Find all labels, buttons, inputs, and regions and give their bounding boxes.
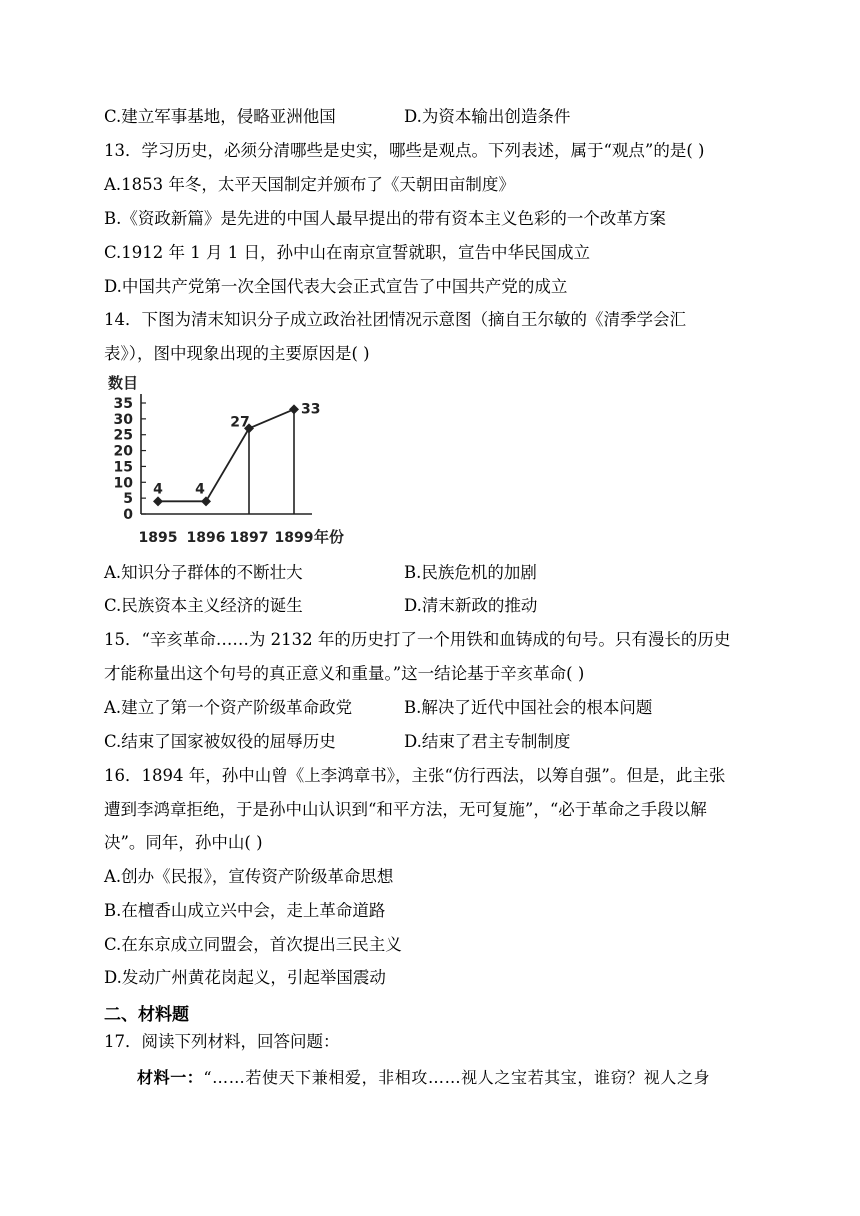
- society-count-chart: [104, 370, 364, 552]
- q15-option-d: D.结束了君主专制制度: [404, 732, 571, 751]
- x-axis-label: 年份: [314, 528, 345, 546]
- q14-stem-line1: 14．下图为清末知识分子成立政治社团情况示意图（摘自王尔敏的《清季学会汇: [104, 310, 686, 329]
- y-tick-label: 20: [113, 443, 133, 460]
- q13-option-b: B.《资政新篇》是先进的中国人最早提出的带有资本主义色彩的一个改革方案: [104, 209, 666, 228]
- data-label: 33: [301, 401, 321, 418]
- section-heading: 二、材料题: [104, 1005, 189, 1025]
- q15-stem-line2: 才能称量出这个句号的真正意义和重量。”这一结论基于辛亥革命( ): [104, 664, 585, 683]
- q16-option-c: C.在东京成立同盟会，首次提出三民主义: [104, 935, 402, 954]
- y-tick-label: 5: [123, 491, 133, 508]
- q17-stem: 17．阅读下列材料，回答问题：: [104, 1032, 340, 1051]
- q14-option-c: C.民族资本主义经济的诞生: [104, 596, 303, 615]
- q16-stem-line3: 决”。同年，孙中山( ): [104, 833, 263, 852]
- data-point: [289, 404, 299, 414]
- x-tick-label: 1899: [274, 530, 314, 546]
- q16-option-d: D.发动广州黄花岗起义，引起举国震动: [104, 968, 386, 987]
- q17-material: [137, 1067, 710, 1089]
- material-label: 材料一：: [137, 1068, 204, 1087]
- q14-option-b: B.民族危机的加剧: [404, 563, 537, 582]
- y-tick-label: 15: [113, 459, 133, 476]
- material-text: “……若使天下兼相爱，非相攻……视人之宝若其宝，谁窃？视人之身: [203, 1068, 711, 1087]
- q16-option-b: B.在檀香山成立兴中会，走上革命道路: [104, 901, 386, 920]
- q15-option-a: A.建立了第一个资产阶级革命政党: [104, 698, 353, 717]
- q14-stem-line2: 表》），图中现象出现的主要原因是( ): [104, 344, 370, 363]
- data-label: 27: [230, 414, 250, 431]
- q12-option-d: D.为资本输出创造条件: [404, 107, 571, 126]
- q15-option-c: C.结束了国家被奴役的屈辱历史: [104, 732, 336, 751]
- y-tick-label: 25: [113, 427, 133, 444]
- data-point: [201, 496, 211, 506]
- data-label: 4: [153, 481, 163, 498]
- y-axis-label: 数目: [108, 374, 139, 392]
- q13-option-c: C.1912 年 1 月 1 日，孙中山在南京宣誓就职，宣告中华民国成立: [104, 243, 590, 262]
- q15-stem-line1: 15．“辛亥革命……为 2132 年的历史打了一个用铁和血铸成的句号。只有漫长的历史: [104, 630, 731, 649]
- q13-option-a: A.1853 年冬，太平天国制定并颁布了《天朝田亩制度》: [104, 175, 515, 194]
- y-tick-label: 10: [113, 475, 133, 492]
- q16-stem-line2: 遭到李鸿章拒绝，于是孙中山认识到“和平方法，无可复施”，“必于革命之手段以解: [104, 800, 707, 819]
- x-tick-label: 1897: [229, 530, 269, 546]
- q16-stem-line1: 16．1894 年，孙中山曾《上李鸿章书》，主张“仿行西法，以筹自强”。但是，此主张: [104, 766, 726, 785]
- data-point: [153, 496, 163, 506]
- q12-option-c: C.建立军事基地，侵略亚洲他国: [104, 107, 336, 126]
- x-tick-label: 1896: [186, 530, 226, 546]
- y-tick-label: 0: [123, 507, 133, 523]
- q16-option-a: A.创办《民报》，宣传资产阶级革命思想: [104, 867, 394, 886]
- y-tick-label: 30: [113, 411, 133, 428]
- data-label: 4: [195, 481, 205, 498]
- y-tick-label: 35: [113, 396, 133, 412]
- series-line: [158, 409, 294, 501]
- q14-option-d: D.清末新政的推动: [404, 596, 538, 615]
- q15-option-b: B.解决了近代中国社会的根本问题: [404, 698, 653, 717]
- x-tick-label: 1895: [138, 530, 178, 546]
- q13-option-d: D.中国共产党第一次全国代表大会正式宣告了中国共产党的成立: [104, 277, 568, 296]
- q14-option-a: A.知识分子群体的不断壮大: [104, 563, 303, 582]
- q13-stem: 13．学习历史，必须分清哪些是史实，哪些是观点。下列表述，属于“观点”的是( ): [104, 141, 705, 160]
